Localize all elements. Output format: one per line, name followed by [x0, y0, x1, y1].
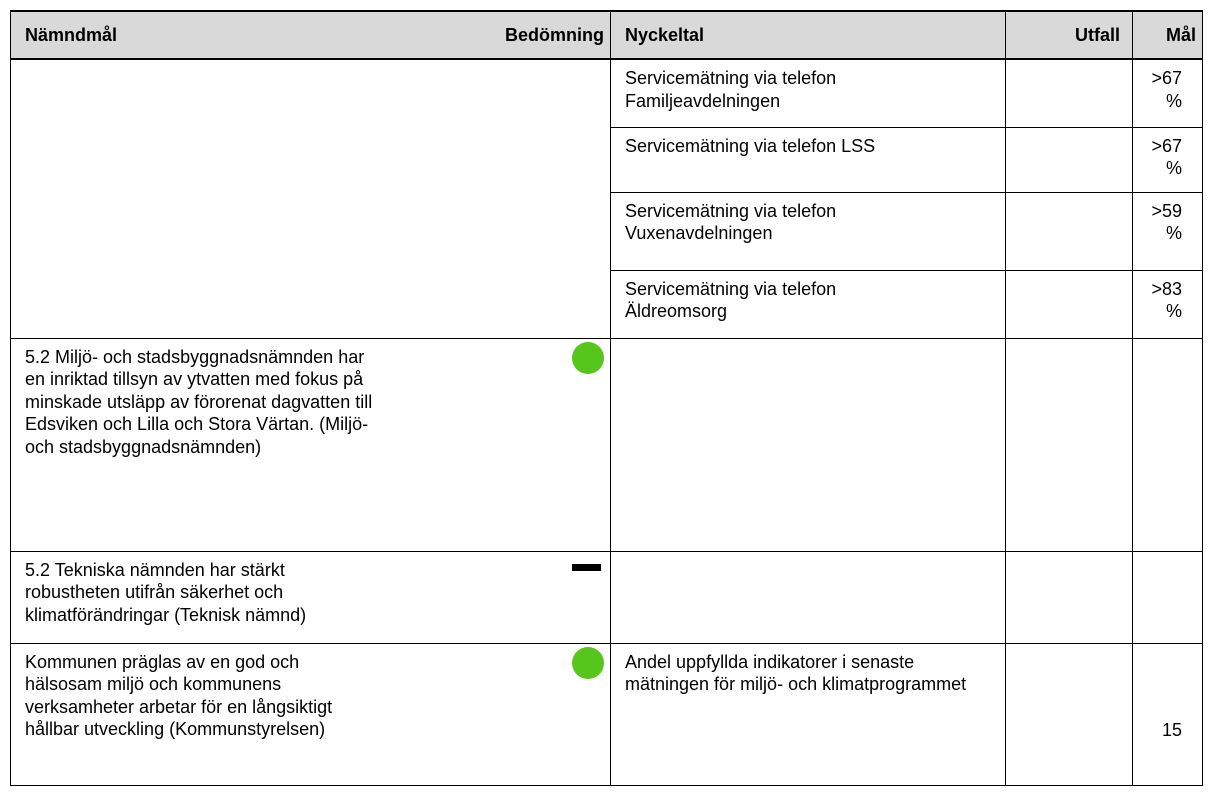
header-assessment: Bedömning: [505, 24, 604, 45]
outcome-cell: [1006, 270, 1133, 338]
kpi-cell: Servicemätning via telefon Äldreomsorg: [611, 270, 1006, 338]
kpi-cell: [611, 551, 1006, 643]
target-value: >83: [1151, 278, 1182, 299]
header-kpi-cell: [611, 11, 1006, 59]
outcome-cell: [1006, 192, 1133, 270]
target-unit: %: [1165, 158, 1182, 178]
target-cell: [1133, 127, 1203, 192]
target-cell: [1133, 338, 1203, 551]
target-cell: [1133, 270, 1203, 338]
goal-cell: [11, 643, 611, 785]
kpi-cell: Servicemätning via telefon LSS: [611, 127, 1006, 192]
assessment-indicator: [572, 342, 604, 374]
target-cell: [1133, 59, 1203, 127]
kpi-cell: Servicemätning via telefon Familjeavdelningen: [611, 59, 1006, 127]
goal-cell: [11, 551, 611, 643]
target-cell: [1133, 192, 1203, 270]
outcome-cell: [1006, 127, 1133, 192]
target-unit: %: [1165, 301, 1182, 321]
target-unit: %: [1165, 90, 1182, 111]
target-value: 15: [1161, 719, 1182, 740]
kpi-cell: Andel uppfyllda indikatorer i senaste mätningen för miljö- och klimatprogrammet: [611, 643, 1006, 785]
dash-icon: [572, 564, 601, 571]
outcome-cell: [1006, 338, 1133, 551]
kpi-cell: Servicemätning via telefon Vuxenavdelningen: [611, 192, 1006, 270]
table-row: [11, 59, 1203, 127]
table-row: [11, 551, 1203, 643]
outcome-cell: [1006, 551, 1133, 643]
target-unit: %: [1165, 223, 1182, 243]
table-header-row: [11, 11, 1203, 59]
target-cell: [1133, 643, 1203, 785]
outcome-cell: [1006, 59, 1133, 127]
empty-goal-cell: [11, 59, 611, 338]
target-value: >59: [1151, 200, 1182, 221]
header-goal-assessment: [11, 11, 611, 59]
header-target: Mål: [1133, 11, 1203, 59]
assessment-indicator: [572, 647, 604, 679]
table-row: [11, 338, 1203, 551]
target-value: >67: [1151, 68, 1182, 88]
kpi-cell: [611, 338, 1006, 551]
outcome-cell: [1006, 643, 1133, 785]
goal-cell: [11, 338, 611, 551]
goals-table: [10, 10, 1203, 786]
target-cell: [1133, 551, 1203, 643]
goal-text: 5.2 Miljö- och stadsbyggnadsnämnden har en inriktad tillsyn av ytvatten med fokus på minskade utsläpp av förorenat dagvatten till Edsviken och Lilla och Stora Värtan. (Miljö- och stadsbyggnadsnämnden): [25, 346, 373, 457]
green-dot-icon: [572, 647, 604, 679]
green-dot-icon: [572, 342, 604, 374]
header-outcome: Utfall: [1006, 11, 1133, 59]
goal-text: 5.2 Tekniska nämnden har stärkt robustheten utifrån säkerhet och klimatförändringar (Teknisk nämnd): [25, 559, 307, 625]
goal-text: Kommunen präglas av en god och hälsosam miljö och kommunens verksamheter arbetar för en långsiktigt hållbar utveckling (Kommunstyrelsen): [25, 651, 333, 739]
header-goal: Nämndmål: [25, 24, 118, 45]
assessment-indicator: [572, 555, 604, 571]
header-kpi: Nyckeltal: [625, 24, 705, 45]
table-row: [11, 643, 1203, 785]
target-value: >67: [1151, 135, 1182, 156]
